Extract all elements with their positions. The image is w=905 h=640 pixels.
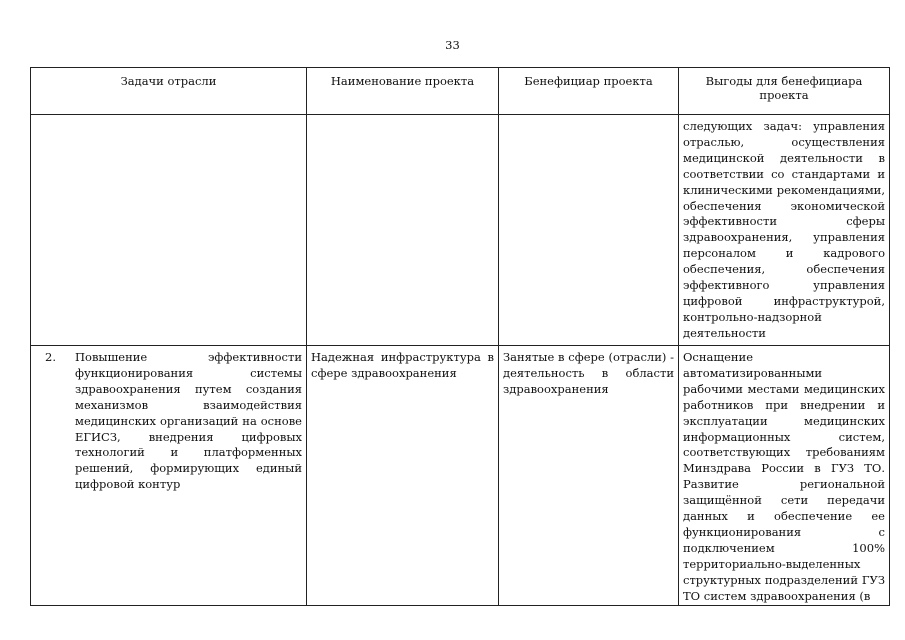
table-header-row bbox=[31, 68, 890, 115]
page-number: 33 bbox=[445, 38, 460, 52]
row2-beneficiary-cell bbox=[499, 346, 679, 606]
row1-benefits-cell bbox=[679, 115, 890, 346]
row2-project-text: Надежная инфраструктура в сфере здравоохранения bbox=[311, 350, 494, 380]
row-number: 2. bbox=[45, 350, 56, 364]
header-beneficiary: Бенефициар проекта bbox=[499, 68, 679, 115]
row2-task-cell bbox=[31, 346, 307, 606]
header-tasks: Задачи отрасли bbox=[31, 68, 307, 115]
row2-benefits-cell bbox=[679, 346, 890, 606]
row2-task-text: Повышение эффективности функционирования системы здравоохранения путем создания механизмов взаимодействия медицинских организаций на основе ЕГИСЗ, внедрения цифровых технологий и платформенных решений, формирующих единый цифровой контур bbox=[75, 350, 302, 492]
row2-beneficiary-text: Занятые в сфере (отрасли) - деятельность в области здравоохранения bbox=[503, 350, 674, 396]
header-benefits: Выгоды для бенефициара проекта bbox=[679, 68, 890, 115]
header-project-name: Наименование проекта bbox=[307, 68, 499, 115]
row1-project-cell bbox=[307, 115, 499, 346]
row1-beneficiary-cell bbox=[499, 115, 679, 346]
projects-table bbox=[30, 67, 890, 606]
row2-project-cell bbox=[307, 346, 499, 606]
table-row bbox=[31, 115, 890, 346]
row1-task-cell bbox=[31, 115, 307, 346]
row2-benefits-text: Оснащение автоматизированными рабочими местами медицинских работников при внедрении и эксплуатации медицинских информационных систем, соответствующих требованиям Минздрава России в ГУЗ ТО. Развитие региональной защищённой сети передачи данных и обеспечение ее функционирования с подключением 100% территориально-выделенных структурных подразделений ГУЗ ТО систем здравоохранения (в bbox=[683, 350, 885, 603]
row1-benefits-text: следующих задач: управления отраслью, осуществления медицинской деятельности в соответствии со стандартами и клиническими рекомендациями, обеспечения экономической эффективности сферы здравоохранения, управления персоналом и кадрового обеспечения, обеспечения эффективного управления цифровой инфраструктурой, контрольно-надзорной деятельности bbox=[683, 119, 885, 340]
table-row bbox=[31, 346, 890, 606]
